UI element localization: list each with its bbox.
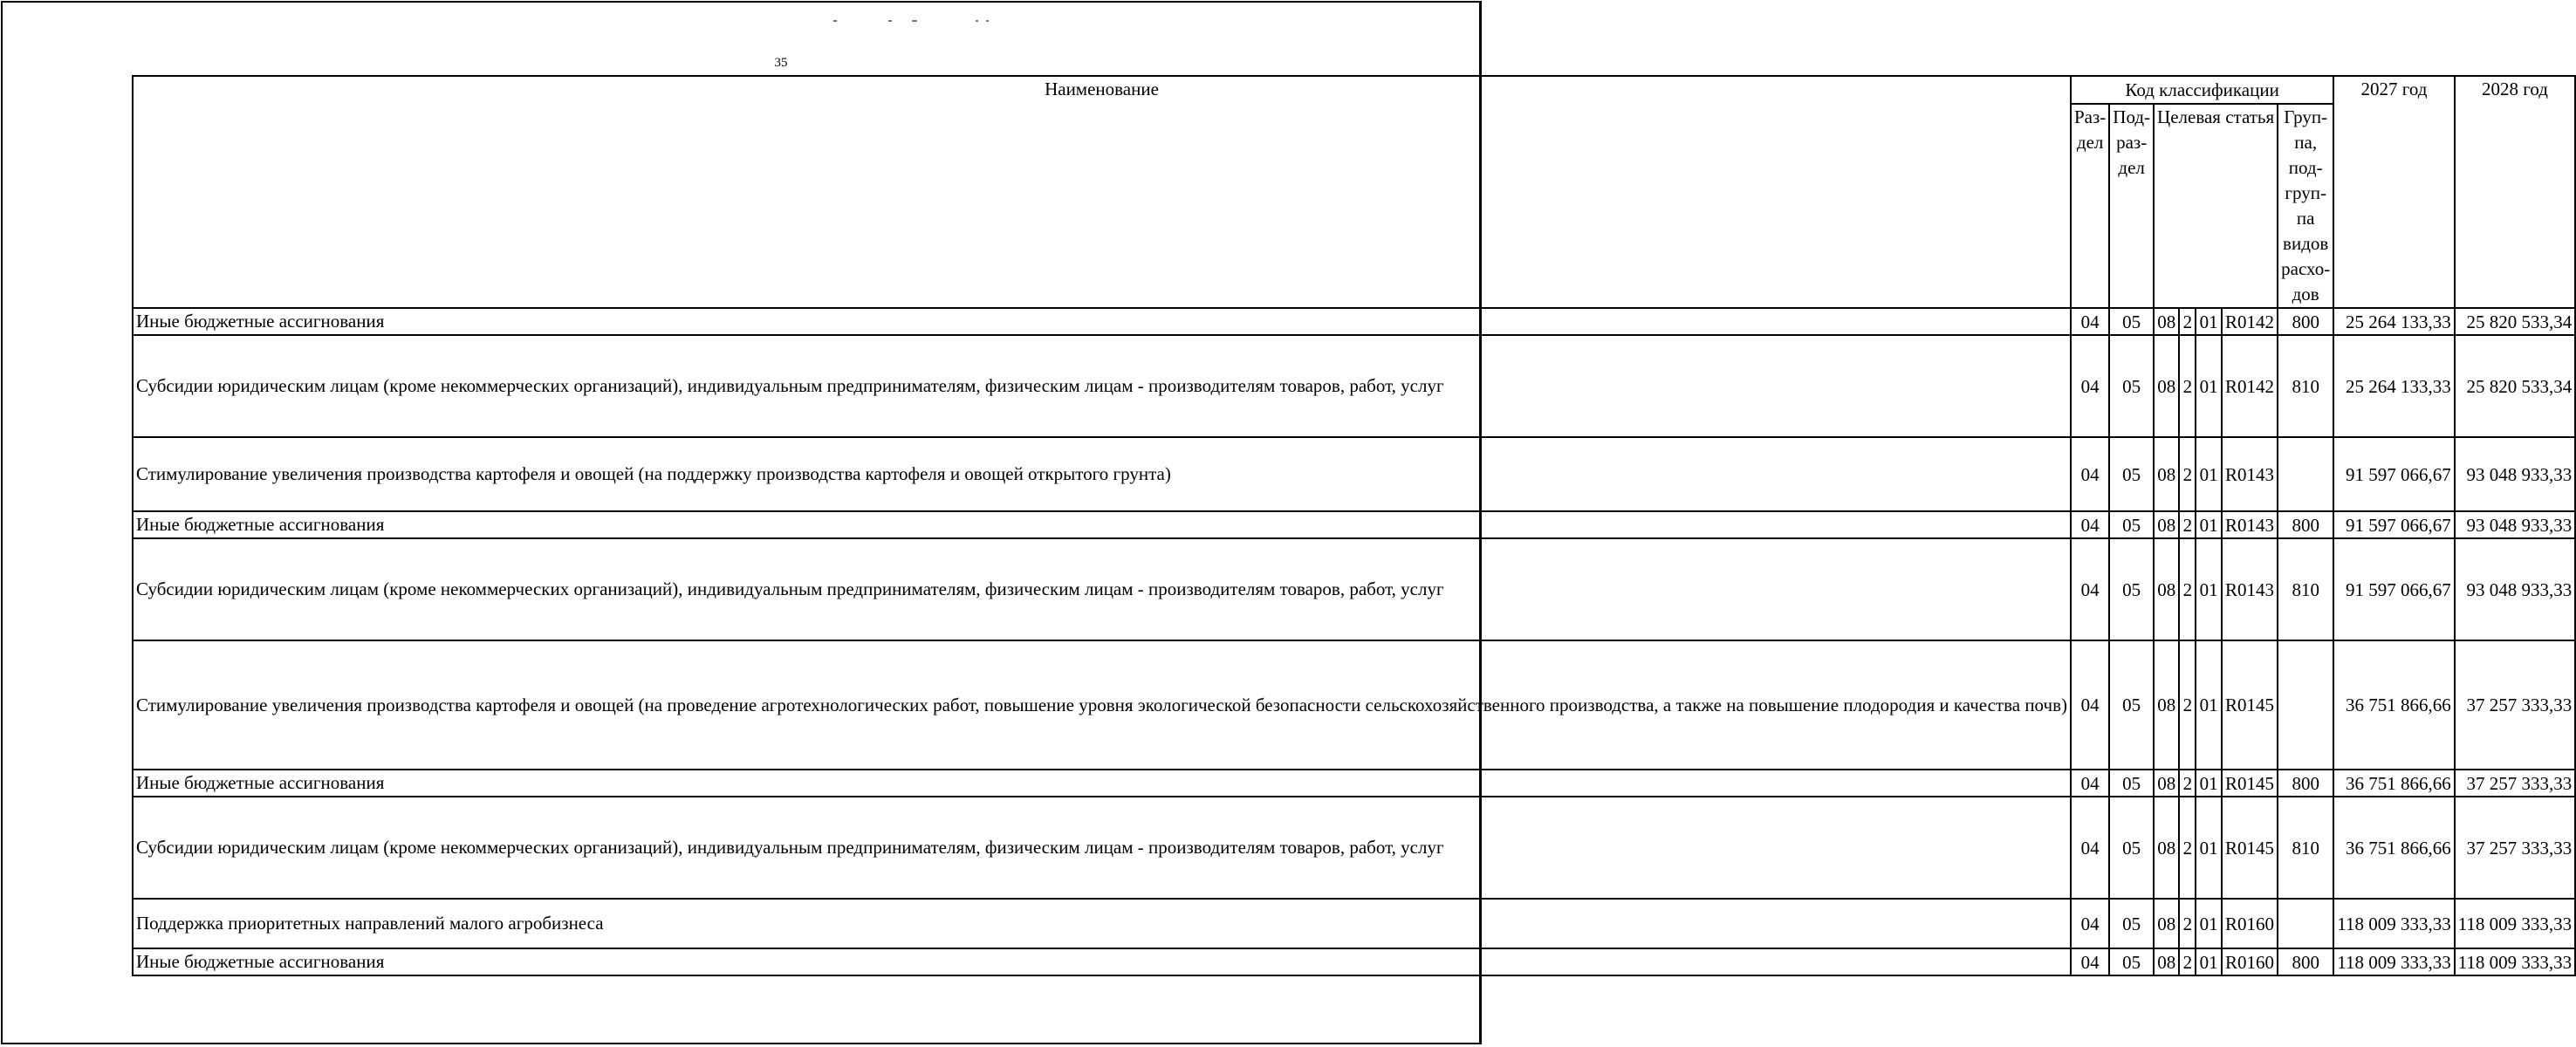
table-body	[133, 308, 2575, 975]
cell-target-1: 08	[2154, 335, 2179, 437]
cell-target-1: 08	[2154, 511, 2179, 538]
table-row	[133, 538, 2575, 640]
cell-target-2: 2	[2179, 437, 2196, 511]
cell-subsection: 05	[2109, 437, 2154, 511]
table-row	[133, 899, 2575, 948]
cell-target-4: R0145	[2222, 770, 2278, 797]
cell-subsection: 05	[2109, 538, 2154, 640]
cell-section: 04	[2071, 538, 2109, 640]
cell-name: Иные бюджетные ассигнования	[133, 308, 2071, 335]
header-year-2027: 2027 год	[2333, 76, 2454, 308]
cell-target-2: 2	[2179, 308, 2196, 335]
scan-mark	[888, 20, 892, 22]
header-section: Раз- дел	[2071, 104, 2109, 308]
cell-name: Иные бюджетные ассигнования	[133, 770, 2071, 797]
cell-section: 04	[2071, 335, 2109, 437]
cell-target-1: 08	[2154, 948, 2179, 975]
cell-target-4: R0142	[2222, 308, 2278, 335]
cell-target-3: 01	[2196, 797, 2221, 899]
table-row	[133, 335, 2575, 437]
cell-expense-group: 800	[2278, 511, 2333, 538]
cell-target-4: R0160	[2222, 899, 2278, 948]
cell-target-2: 2	[2179, 797, 2196, 899]
cell-target-4: R0145	[2222, 640, 2278, 770]
cell-amount-2028: 93 048 933,33	[2455, 511, 2575, 538]
scan-mark	[833, 20, 837, 22]
cell-target-3: 01	[2196, 640, 2221, 770]
cell-amount-2027: 91 597 066,67	[2333, 511, 2454, 538]
page-number: 35	[774, 56, 788, 70]
cell-name: Стимулирование увеличения производства картофеля и овощей (на проведение агротехнологических работ, повышение уровня экологической безопасности сельскохозяйственного производства, а также на повышение плодородия и качества почв)	[133, 640, 2071, 770]
cell-target-4: R0143	[2222, 511, 2278, 538]
cell-name: Стимулирование увеличения производства картофеля и овощей (на поддержку производства картофеля и овощей открытого грунта)	[133, 437, 2071, 511]
cell-amount-2028: 37 257 333,33	[2455, 770, 2575, 797]
cell-section: 04	[2071, 770, 2109, 797]
cell-section: 04	[2071, 899, 2109, 948]
cell-section: 04	[2071, 948, 2109, 975]
cell-target-3: 01	[2196, 948, 2221, 975]
table-row	[133, 640, 2575, 770]
scan-mark	[986, 20, 989, 22]
cell-amount-2028: 93 048 933,33	[2455, 538, 2575, 640]
cell-amount-2027: 36 751 866,66	[2333, 797, 2454, 899]
cell-amount-2028: 93 048 933,33	[2455, 437, 2575, 511]
cell-amount-2027: 91 597 066,67	[2333, 538, 2454, 640]
cell-target-3: 01	[2196, 538, 2221, 640]
cell-amount-2028: 25 820 533,34	[2455, 335, 2575, 437]
cell-name: Поддержка приоритетных направлений малого агробизнеса	[133, 899, 2071, 948]
cell-section: 04	[2071, 640, 2109, 770]
cell-target-3: 01	[2196, 308, 2221, 335]
cell-section: 04	[2071, 308, 2109, 335]
cell-amount-2028: 37 257 333,33	[2455, 797, 2575, 899]
cell-amount-2027: 36 751 866,66	[2333, 640, 2454, 770]
cell-amount-2027: 25 264 133,33	[2333, 308, 2454, 335]
cell-target-2: 2	[2179, 538, 2196, 640]
table-row	[133, 511, 2575, 538]
cell-target-1: 08	[2154, 770, 2179, 797]
cell-subsection: 05	[2109, 640, 2154, 770]
header-expense-group: Груп- па, под- груп- па видов расхо- дов	[2278, 104, 2333, 308]
cell-expense-group: 810	[2278, 335, 2333, 437]
header-target-article: Целевая статья	[2154, 104, 2278, 308]
cell-target-1: 08	[2154, 797, 2179, 899]
cell-target-3: 01	[2196, 437, 2221, 511]
cell-target-3: 01	[2196, 770, 2221, 797]
cell-subsection: 05	[2109, 948, 2154, 975]
cell-expense-group	[2278, 899, 2333, 948]
cell-target-1: 08	[2154, 437, 2179, 511]
cell-section: 04	[2071, 511, 2109, 538]
cell-amount-2028: 118 009 333,33	[2455, 948, 2575, 975]
cell-amount-2027: 25 264 133,33	[2333, 335, 2454, 437]
cell-target-3: 01	[2196, 899, 2221, 948]
cell-name: Иные бюджетные ассигнования	[133, 948, 2071, 975]
cell-target-4: R0143	[2222, 538, 2278, 640]
cell-expense-group: 810	[2278, 797, 2333, 899]
header-year-2028: 2028 год	[2455, 76, 2575, 308]
table-row	[133, 308, 2575, 335]
cell-target-4: R0145	[2222, 797, 2278, 899]
cell-target-4: R0142	[2222, 335, 2278, 437]
scan-mark	[912, 20, 917, 22]
cell-subsection: 05	[2109, 899, 2154, 948]
scan-mark	[976, 20, 978, 22]
budget-table	[132, 75, 2576, 976]
cell-target-4: R0160	[2222, 948, 2278, 975]
cell-target-1: 08	[2154, 308, 2179, 335]
cell-target-2: 2	[2179, 511, 2196, 538]
cell-subsection: 05	[2109, 770, 2154, 797]
header-classification-code: Код классификации	[2071, 76, 2333, 104]
header-name: Наименование	[133, 76, 2071, 308]
cell-amount-2027: 118 009 333,33	[2333, 948, 2454, 975]
cell-target-2: 2	[2179, 640, 2196, 770]
table-row	[133, 437, 2575, 511]
cell-expense-group	[2278, 640, 2333, 770]
cell-amount-2027: 91 597 066,67	[2333, 437, 2454, 511]
table-row	[133, 797, 2575, 899]
cell-target-2: 2	[2179, 899, 2196, 948]
cell-target-4: R0143	[2222, 437, 2278, 511]
cell-target-1: 08	[2154, 538, 2179, 640]
header-subsection: Под- раз- дел	[2109, 104, 2154, 308]
table-header	[133, 76, 2575, 308]
cell-subsection: 05	[2109, 308, 2154, 335]
cell-target-1: 08	[2154, 640, 2179, 770]
cell-target-3: 01	[2196, 335, 2221, 437]
cell-expense-group: 800	[2278, 948, 2333, 975]
cell-target-2: 2	[2179, 770, 2196, 797]
cell-amount-2028: 37 257 333,33	[2455, 640, 2575, 770]
cell-name: Субсидии юридическим лицам (кроме некоммерческих организаций), индивидуальным предпринимателям, физическим лицам - производителям товаров, работ, услуг	[133, 538, 2071, 640]
cell-subsection: 05	[2109, 335, 2154, 437]
cell-amount-2027: 36 751 866,66	[2333, 770, 2454, 797]
table-row	[133, 948, 2575, 975]
table-row	[133, 770, 2575, 797]
cell-target-1: 08	[2154, 899, 2179, 948]
cell-subsection: 05	[2109, 511, 2154, 538]
cell-expense-group: 800	[2278, 770, 2333, 797]
cell-expense-group: 810	[2278, 538, 2333, 640]
cell-target-2: 2	[2179, 335, 2196, 437]
cell-amount-2028: 118 009 333,33	[2455, 899, 2575, 948]
cell-amount-2028: 25 820 533,34	[2455, 308, 2575, 335]
cell-subsection: 05	[2109, 797, 2154, 899]
cell-section: 04	[2071, 797, 2109, 899]
cell-section: 04	[2071, 437, 2109, 511]
cell-name: Иные бюджетные ассигнования	[133, 511, 2071, 538]
cell-name: Субсидии юридическим лицам (кроме некоммерческих организаций), индивидуальным предпринимателям, физическим лицам - производителям товаров, работ, услуг	[133, 335, 2071, 437]
cell-expense-group: 800	[2278, 308, 2333, 335]
cell-target-2: 2	[2179, 948, 2196, 975]
cell-target-3: 01	[2196, 511, 2221, 538]
cell-expense-group	[2278, 437, 2333, 511]
cell-name: Субсидии юридическим лицам (кроме некоммерческих организаций), индивидуальным предпринимателям, физическим лицам - производителям товаров, работ, услуг	[133, 797, 2071, 899]
cell-amount-2027: 118 009 333,33	[2333, 899, 2454, 948]
